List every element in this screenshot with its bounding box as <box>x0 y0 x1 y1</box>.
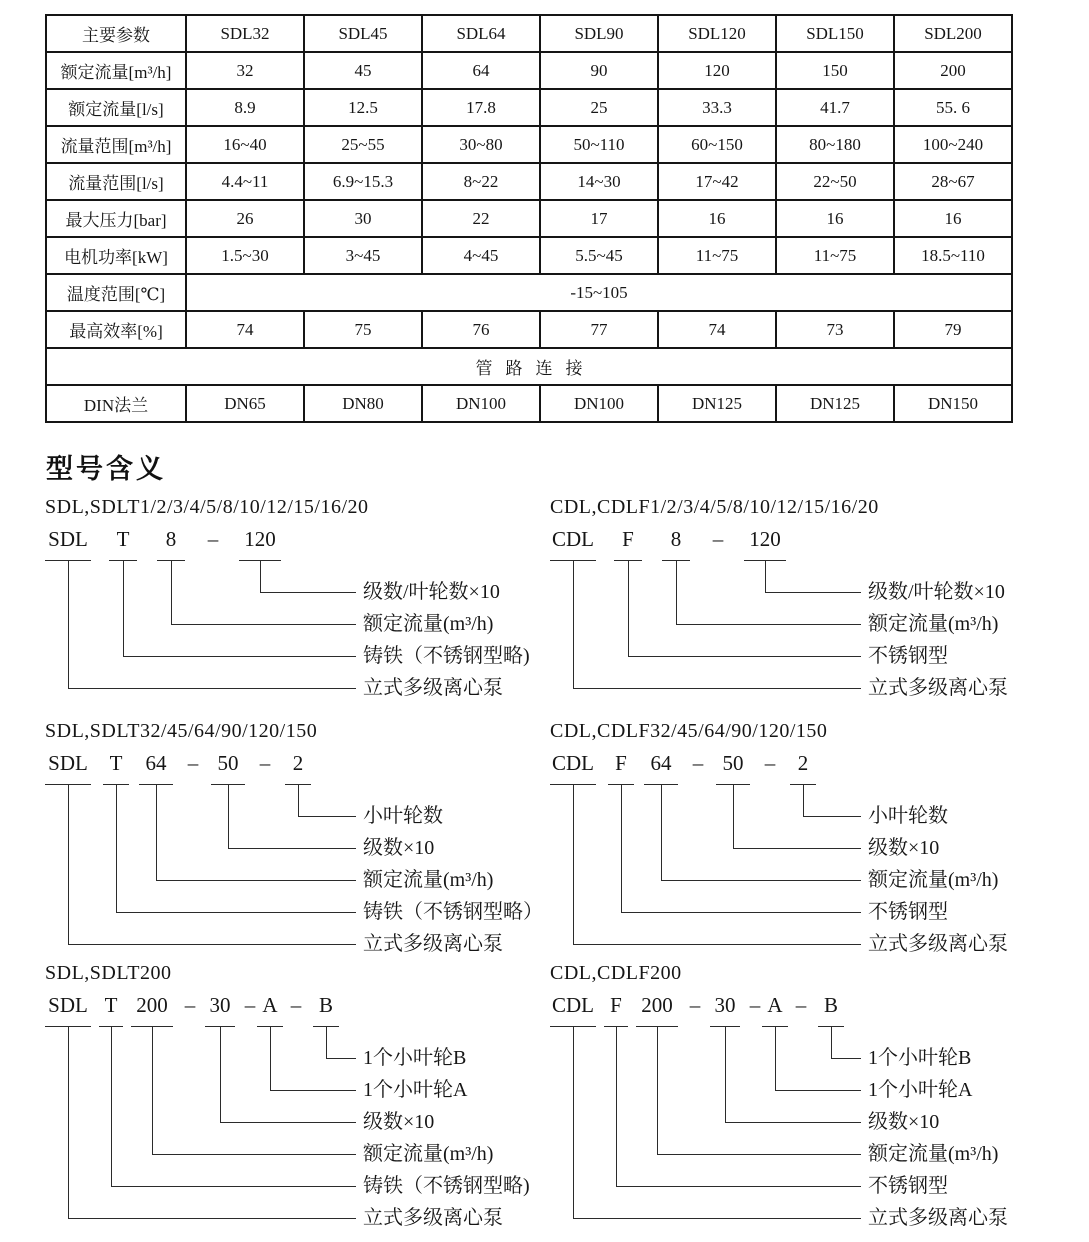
code-token: SDL <box>45 750 91 785</box>
value-cell: 200 <box>894 52 1012 89</box>
diagram-label: 立式多级离心泵 <box>868 933 1008 955</box>
value-cell: DN100 <box>422 385 540 422</box>
value-cell: 17~42 <box>658 163 776 200</box>
value-cell: DN125 <box>658 385 776 422</box>
model-header-cell: SDL150 <box>776 15 894 52</box>
connector-line <box>573 1026 861 1219</box>
diagram-label: 不锈钢型 <box>868 901 948 923</box>
value-cell: 55. 6 <box>894 89 1012 126</box>
code-token: F <box>614 526 642 561</box>
code-token: B <box>818 992 844 1027</box>
diagram-label: 铸铁（不锈钢型略) <box>363 1175 530 1197</box>
model-diagrams <box>45 496 1089 1242</box>
model-header-cell: SDL90 <box>540 15 658 52</box>
diagram-label: 额定流量(m³/h) <box>363 613 494 635</box>
code-token: 8 <box>662 526 690 561</box>
row-label-cell: 流量范围[l/s] <box>46 163 186 200</box>
diagram-label: 小叶轮数 <box>363 805 443 827</box>
diagram-label: 级数/叶轮数×10 <box>868 581 1005 603</box>
diagram-sdl-small <box>45 496 537 720</box>
table-row-temp-range <box>46 274 1012 311</box>
value-cell: 12.5 <box>304 89 422 126</box>
code-token-dash: – <box>692 751 704 775</box>
value-cell: 16 <box>894 200 1012 237</box>
code-token: 2 <box>285 750 311 785</box>
corner-cell: 主要参数 <box>46 15 186 52</box>
diagram-label: 额定流量(m³/h) <box>868 1143 999 1165</box>
value-cell: 11~75 <box>776 237 894 274</box>
code-token-dash: – <box>187 751 199 775</box>
diagram-subtitle: CDL,CDLF32/45/64/90/120/150 <box>550 720 828 742</box>
model-header-cell: SDL64 <box>422 15 540 52</box>
diagram-label: 额定流量(m³/h) <box>868 613 999 635</box>
table-row-flow-range-ls <box>46 163 1012 200</box>
diagram-label: 1个小叶轮A <box>868 1079 973 1101</box>
code-token: T <box>109 526 137 561</box>
diagram-subtitle: SDL,SDLT1/2/3/4/5/8/10/12/15/16/20 <box>45 496 369 518</box>
value-cell: 73 <box>776 311 894 348</box>
diagram-label: 额定流量(m³/h) <box>363 869 494 891</box>
code-token-dash: – <box>764 751 776 775</box>
value-cell: 17.8 <box>422 89 540 126</box>
diagram-label: 立式多级离心泵 <box>868 1207 1008 1229</box>
value-cell: 14~30 <box>540 163 658 200</box>
code-token: A <box>257 992 283 1027</box>
diagram-label: 不锈钢型 <box>868 1175 948 1197</box>
value-cell: 4~45 <box>422 237 540 274</box>
value-cell: 17 <box>540 200 658 237</box>
code-token-dash: – <box>244 993 256 1017</box>
value-cell: 50~110 <box>540 126 658 163</box>
diagram-label: 级数×10 <box>868 837 940 859</box>
connector-line <box>573 784 861 945</box>
code-token: 30 <box>205 992 235 1027</box>
code-token: T <box>103 750 129 785</box>
value-cell: 6.9~15.3 <box>304 163 422 200</box>
value-cell: 80~180 <box>776 126 894 163</box>
code-token: 50 <box>211 750 245 785</box>
diagram-label: 1个小叶轮A <box>363 1079 468 1101</box>
diagram-label: 1个小叶轮B <box>363 1047 467 1069</box>
code-token-dash: – <box>795 993 807 1017</box>
table-row-flow-range-m3h <box>46 126 1012 163</box>
diagram-subtitle: SDL,SDLT32/45/64/90/120/150 <box>45 720 318 742</box>
diagram-label: 级数×10 <box>868 1111 940 1133</box>
connector-line <box>68 784 356 945</box>
value-cell: 60~150 <box>658 126 776 163</box>
value-cell: 76 <box>422 311 540 348</box>
diagram-label: 立式多级离心泵 <box>363 933 503 955</box>
code-token: F <box>608 750 634 785</box>
code-token: CDL <box>550 526 596 561</box>
code-token: 64 <box>139 750 173 785</box>
value-cell: 74 <box>658 311 776 348</box>
connector-line <box>573 560 861 689</box>
diagram-label: 1个小叶轮B <box>868 1047 972 1069</box>
value-cell: DN100 <box>540 385 658 422</box>
value-cell: 1.5~30 <box>186 237 304 274</box>
diagram-label: 级数/叶轮数×10 <box>363 581 500 603</box>
value-cell: 41.7 <box>776 89 894 126</box>
code-token: CDL <box>550 992 596 1027</box>
connector-line <box>68 560 356 689</box>
diagram-label: 铸铁（不锈钢型略） <box>363 901 543 923</box>
value-cell: 75 <box>304 311 422 348</box>
connector-line <box>68 1026 356 1219</box>
code-token-dash: – <box>207 527 219 551</box>
value-cell: 30 <box>304 200 422 237</box>
merged-temp-value-cell: -15~105 <box>186 274 1012 311</box>
value-cell: 22 <box>422 200 540 237</box>
value-cell: 16 <box>658 200 776 237</box>
code-token: 200 <box>131 992 173 1027</box>
code-token: 8 <box>157 526 185 561</box>
value-cell: 150 <box>776 52 894 89</box>
value-cell: 16~40 <box>186 126 304 163</box>
code-token-dash: – <box>712 527 724 551</box>
table-row-max-efficiency <box>46 311 1012 348</box>
table-header-row <box>46 15 1012 52</box>
value-cell: 22~50 <box>776 163 894 200</box>
code-token: 200 <box>636 992 678 1027</box>
row-label-cell: 额定流量[m³/h] <box>46 52 186 89</box>
diagram-label: 铸铁（不锈钢型略) <box>363 645 530 667</box>
value-cell: 16 <box>776 200 894 237</box>
value-cell: 3~45 <box>304 237 422 274</box>
code-token: SDL <box>45 992 91 1027</box>
value-cell: DN80 <box>304 385 422 422</box>
value-cell: 30~80 <box>422 126 540 163</box>
value-cell: 64 <box>422 52 540 89</box>
row-label-cell: 最大压力[bar] <box>46 200 186 237</box>
value-cell: 100~240 <box>894 126 1012 163</box>
value-cell: 74 <box>186 311 304 348</box>
value-cell: DN65 <box>186 385 304 422</box>
diagram-cdl-small <box>550 496 1042 720</box>
value-cell: 11~75 <box>658 237 776 274</box>
code-token: 120 <box>239 526 281 561</box>
diagram-label: 不锈钢型 <box>868 645 948 667</box>
value-cell: DN125 <box>776 385 894 422</box>
code-token: F <box>604 992 628 1027</box>
diagram-label: 立式多级离心泵 <box>868 677 1008 699</box>
value-cell: DN150 <box>894 385 1012 422</box>
value-cell: 90 <box>540 52 658 89</box>
diagram-sdl-mid <box>45 720 543 962</box>
diagram-sdl-200 <box>45 962 537 1242</box>
model-header-cell: SDL120 <box>658 15 776 52</box>
value-cell: 25~55 <box>304 126 422 163</box>
diagram-label: 级数×10 <box>363 1111 435 1133</box>
code-token: 30 <box>710 992 740 1027</box>
value-cell: 120 <box>658 52 776 89</box>
row-label-cell: 额定流量[l/s] <box>46 89 186 126</box>
table-row-pipe-connection <box>46 348 1012 385</box>
value-cell: 77 <box>540 311 658 348</box>
spec-table <box>45 14 1013 423</box>
table-row-rated-flow-m3h <box>46 52 1012 89</box>
value-cell: 25 <box>540 89 658 126</box>
diagram-subtitle: CDL,CDLF1/2/3/4/5/8/10/12/15/16/20 <box>550 496 879 518</box>
code-token-dash: – <box>749 993 761 1017</box>
code-token: CDL <box>550 750 596 785</box>
row-label-cell: 温度范围[℃] <box>46 274 186 311</box>
code-token-dash: – <box>290 993 302 1017</box>
code-token: SDL <box>45 526 91 561</box>
value-cell: 79 <box>894 311 1012 348</box>
value-cell: 26 <box>186 200 304 237</box>
code-token: 50 <box>716 750 750 785</box>
diagram-label: 小叶轮数 <box>868 805 948 827</box>
code-token: 2 <box>790 750 816 785</box>
row-label-cell: 流量范围[m³/h] <box>46 126 186 163</box>
code-token: B <box>313 992 339 1027</box>
value-cell: 32 <box>186 52 304 89</box>
value-cell: 33.3 <box>658 89 776 126</box>
code-token: A <box>762 992 788 1027</box>
value-cell: 28~67 <box>894 163 1012 200</box>
diagram-label: 级数×10 <box>363 837 435 859</box>
model-header-cell: SDL45 <box>304 15 422 52</box>
code-token: 64 <box>644 750 678 785</box>
code-token-dash: – <box>689 993 701 1017</box>
value-cell: 5.5~45 <box>540 237 658 274</box>
diagram-cdl-mid <box>550 720 1042 962</box>
value-cell: 8~22 <box>422 163 540 200</box>
code-token: T <box>99 992 123 1027</box>
value-cell: 18.5~110 <box>894 237 1012 274</box>
code-token-dash: – <box>259 751 271 775</box>
diagram-label: 立式多级离心泵 <box>363 677 503 699</box>
code-token-dash: – <box>184 993 196 1017</box>
model-header-cell: SDL200 <box>894 15 1012 52</box>
table-row-motor-power <box>46 237 1012 274</box>
code-token: 120 <box>744 526 786 561</box>
row-label-cell: 最高效率[%] <box>46 311 186 348</box>
value-cell: 45 <box>304 52 422 89</box>
model-header-cell: SDL32 <box>186 15 304 52</box>
value-cell: 8.9 <box>186 89 304 126</box>
row-label-cell: DIN法兰 <box>46 385 186 422</box>
section-title: 型号含义 <box>46 454 166 485</box>
table-row-rated-flow-ls <box>46 89 1012 126</box>
diagram-label: 立式多级离心泵 <box>363 1207 503 1229</box>
diagram-subtitle: CDL,CDLF200 <box>550 962 682 984</box>
value-cell: 4.4~11 <box>186 163 304 200</box>
row-label-cell: 电机功率[kW] <box>46 237 186 274</box>
diagram-label: 额定流量(m³/h) <box>868 869 999 891</box>
table-row-max-pressure <box>46 200 1012 237</box>
table-row-din-flange <box>46 385 1012 422</box>
diagram-cdl-200 <box>550 962 1042 1242</box>
diagram-label: 额定流量(m³/h) <box>363 1143 494 1165</box>
diagram-subtitle: SDL,SDLT200 <box>45 962 172 984</box>
pipe-connection-cell: 管路连接 <box>46 348 1012 385</box>
